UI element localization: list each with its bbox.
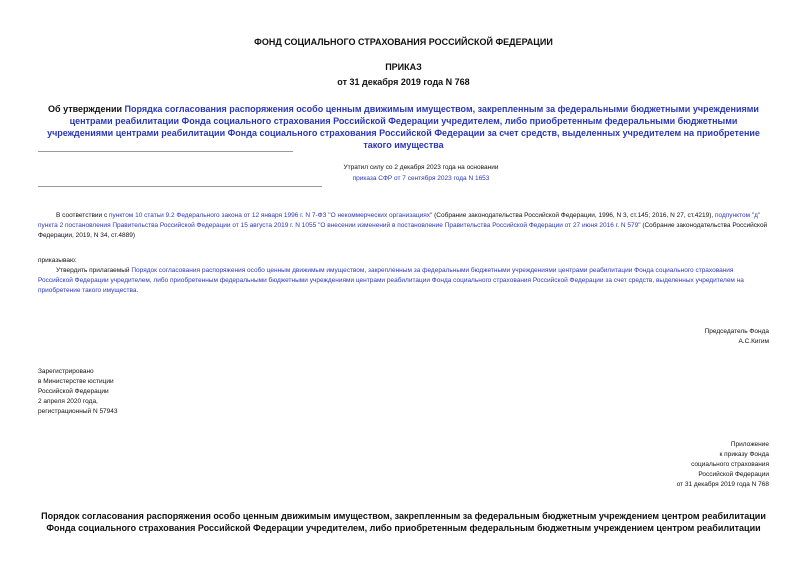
signature-block xyxy=(569,327,769,347)
repeal-order-link[interactable]: приказа СФР от 7 сентября 2023 года N 1653 xyxy=(352,175,490,182)
basis-text-1: В соответствии с xyxy=(56,212,110,219)
registration-line: в Министерстве юстиции xyxy=(38,378,114,385)
organization-title: ФОНД СОЦИАЛЬНОГО СТРАХОВАНИЯ РОССИЙСКОЙ ФЕДЕРАЦИИ xyxy=(254,37,553,47)
registration-line: 2 апреля 2020 года, xyxy=(38,398,98,405)
signature-name: А.С.Кигим xyxy=(738,338,769,345)
order-word: приказываю: xyxy=(38,257,77,264)
basis-text-2: (Собрание законодательства Российской Федерации, 1996, N 3, ст.145; 2016, N 27, ст.4219), xyxy=(432,212,715,219)
status-line: Утратил силу со 2 декабря 2023 года на основании xyxy=(343,164,499,171)
subject-procedure-link[interactable]: Порядка согласования распоряжения особо ценным движимым имуществом, закрепленным за федеральными бюджетными учреждениями центрами реабилитации Фонда социального страхования Российской Федерации учредителем, либо приобретенным федеральными бюджетными учреждениями центрами реабилитации Фонда социального страхования Российской Федерации за счет средств, выделенных учредителем на приобретение такого имущества xyxy=(47,104,760,150)
legal-basis-paragraph xyxy=(38,211,768,241)
approve-text-1: Утвердить прилагаемый xyxy=(56,267,132,274)
appendix-line: Приложение xyxy=(730,441,769,448)
appendix-line: Российской Федерации xyxy=(698,471,769,478)
signature-position: Председатель Фонда xyxy=(704,328,769,335)
registration-line: Зарегистрировано xyxy=(38,368,94,375)
registration-block xyxy=(38,367,238,417)
approve-text-2: . xyxy=(136,287,139,294)
document-subject xyxy=(40,103,767,151)
appendix-line: к приказу Фонда xyxy=(719,451,769,458)
appendix-block xyxy=(569,440,769,490)
document-date-number: от 31 декабря 2019 года N 768 xyxy=(337,77,470,87)
divider-top xyxy=(38,151,293,152)
government-decree-link[interactable]: подпунктом "д" пункта 2 постановления Правительства Российской Федерации от 15 августа 2019 г. N 1055 "О внесении изменений в постановление Правительства Российской Федерации от 27 июня 2016 г. N 579" xyxy=(38,212,761,229)
appendix-line: от 31 декабря 2019 года N 768 xyxy=(676,481,769,488)
approved-procedure-link[interactable]: Порядок согласования распоряжения особо ценным движимым имуществом, закрепленным за федеральными бюджетными учреждениями центрами реабилитации Фонда социального страхования Российской Федерации учредителем, либо приобретенным федеральными бюджетными учреждениями центрами реабилитации Фонда социального страхования Российской Федерации за счет средств, выделенных учредителем на приобретение такого имущества xyxy=(38,267,744,294)
procedure-title: Порядок согласования распоряжения особо ценным движимым имуществом, закрепленным за федеральным бюджетным учреждением центром реабилитации Фонда социального страхования Российской Федерации учредителем, либо приобретенным федеральным бюджетным учреждением центром реабилитации xyxy=(41,511,766,533)
registration-line: Российской Федерации xyxy=(38,388,109,395)
divider-bottom xyxy=(38,186,322,187)
registration-line: регистрационный N 57943 xyxy=(38,408,118,415)
federal-law-link[interactable]: пунктом 10 статьи 9.2 Федерального закона от 12 января 1996 г. N 7-ФЗ "О некоммерческих организациях" xyxy=(109,212,433,219)
status-note xyxy=(316,162,526,184)
approve-paragraph xyxy=(38,266,768,296)
document-type: ПРИКАЗ xyxy=(385,62,422,72)
appendix-line: социального страхования xyxy=(691,461,769,468)
basis-text-3: (Собрание законодательства Российской Федерации, 2019, N 34, ст.4889) xyxy=(38,222,768,239)
subject-prefix: Об утверждении xyxy=(48,104,125,114)
